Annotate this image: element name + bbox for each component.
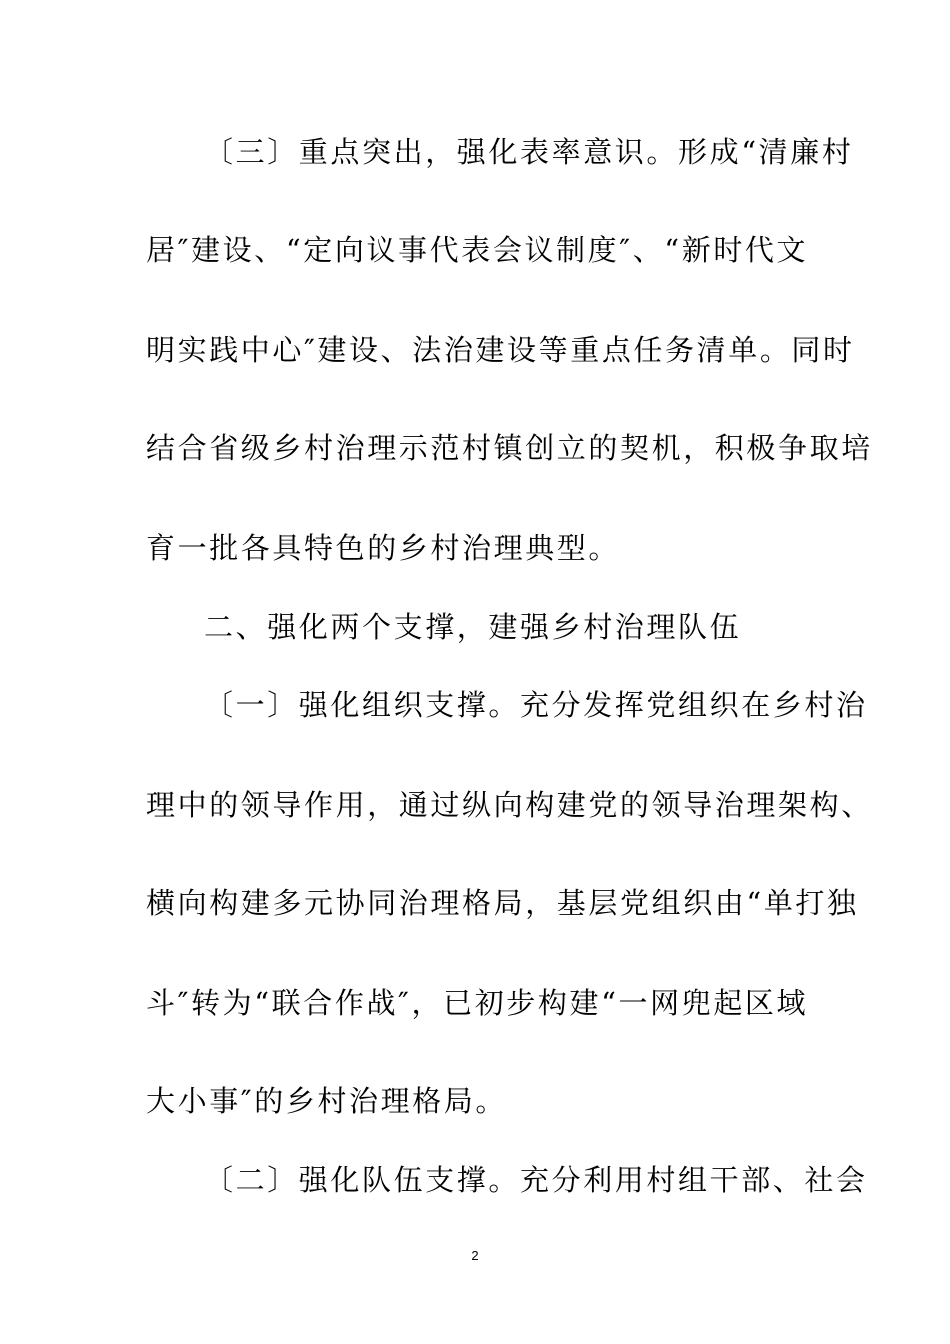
paragraph-three-line-3: 明实践中心″建设、法治建设等重点任务清单。同时 xyxy=(146,333,855,367)
paragraph-three-line-2: 居″建设、“定向议事代表会议制度″、“新时代文 xyxy=(146,233,809,267)
paragraph-three-line-1: 〔三〕重点突出，强化表率意识。形成“清廉村 xyxy=(204,135,854,169)
paragraph-one-line-1: 〔一〕强化组织支撑。充分发挥党组织在乡村治 xyxy=(204,688,868,722)
paragraph-one-line-5: 大小事″的乡村治理格局。 xyxy=(146,1084,508,1118)
paragraph-one-line-4: 斗″转为“联合作战″，已初步构建“一网兜起区域 xyxy=(146,986,809,1020)
paragraph-one-line-3: 横向构建多元协同治理格局，基层党组织由“单打独 xyxy=(146,886,859,920)
section-heading-two: 二、强化两个支撑，建强乡村治理队伍 xyxy=(204,610,742,644)
paragraph-one-line-2: 理中的领导作用，通过纵向构建党的领导治理架构、 xyxy=(146,788,873,822)
page-number: 2 xyxy=(471,1248,479,1263)
paragraph-two-line-1: 〔二〕强化队伍支撑。充分利用村组干部、社会 xyxy=(204,1163,868,1197)
paragraph-three-line-4: 结合省级乡村治理示范村镇创立的契机，积极争取培 xyxy=(146,431,873,465)
paragraph-three-line-5: 育一批各具特色的乡村治理典型。 xyxy=(146,531,621,565)
